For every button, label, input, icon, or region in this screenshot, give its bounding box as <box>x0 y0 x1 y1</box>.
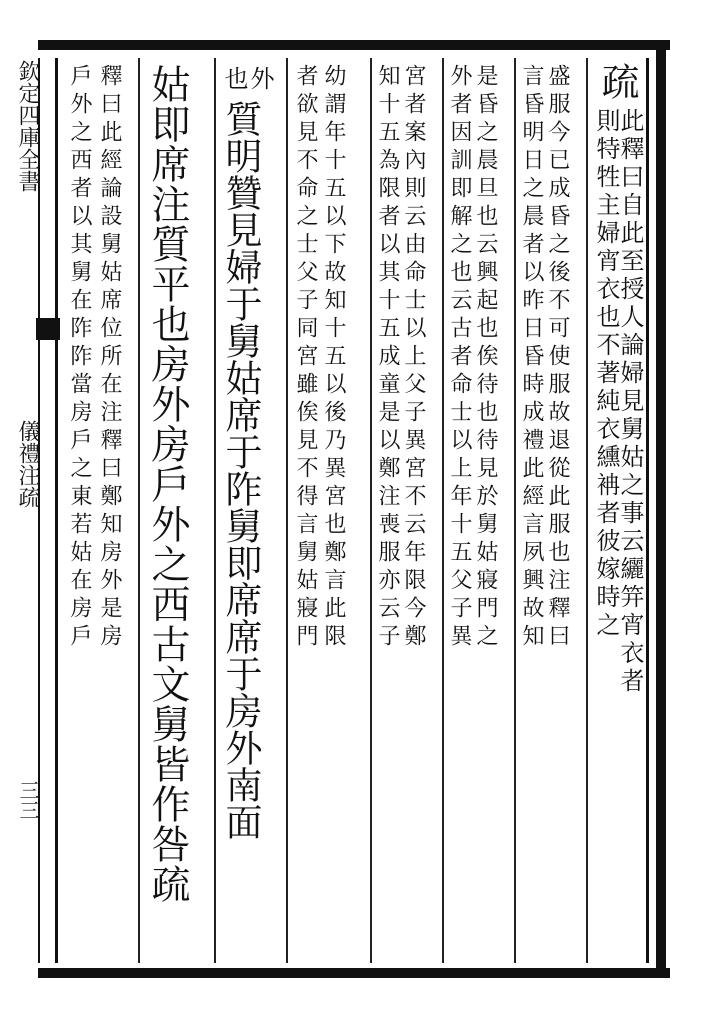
margin-book-title: 儀禮注疏 <box>15 420 40 508</box>
column-rule <box>370 58 372 963</box>
trailing-note: 外 <box>246 66 274 94</box>
fishtail-block-mark <box>36 318 60 340</box>
commentary-line: 釋曰此經論設舅姑席位所在注釋曰鄭知房外是房 <box>97 64 122 652</box>
commentary-line: 知十五為限者以其十五成童是以鄭注喪服亦云子 <box>375 64 400 652</box>
main-text-column: 質明贊見婦于舅姑席于阼舅即席席于房外南面 <box>219 100 262 840</box>
commentary-line: 戶外之西者以其舅在阼阼當房戶之東若姑在房戶 <box>67 64 92 652</box>
commentary-mark: 疏 <box>595 62 639 102</box>
commentary-line: 者欲見不命之士父子同宮雖俟見不得言舅姑寢門 <box>293 64 318 652</box>
commentary-line: 宮者案內則云由命士以上父子異宮不云年限今鄭 <box>401 64 426 652</box>
commentary-line: 是昏之晨旦也云興起也俟待也待見於舅姑寢門之 <box>473 64 498 652</box>
commentary-line: 此釋曰自此至授人論婦見舅姑之事云纚笄宵衣者 <box>616 108 644 696</box>
column-rule <box>286 58 288 963</box>
commentary-line: 盛服今已成昏之後不可使服故退從此服也注釋曰 <box>545 64 570 652</box>
frame-inner-right-rule <box>646 58 649 963</box>
commentary-line: 外者因訓即解之也云古者命士以上年十五父子異 <box>447 64 472 652</box>
frame-right-border <box>656 40 666 978</box>
margin-title: 欽定四庫全書 <box>15 60 40 192</box>
margin-outer-rule <box>38 58 40 963</box>
commentary-line: 幼謂年十五以下故知十五以後乃異宮也鄭言此限 <box>321 64 346 652</box>
frame-top-border <box>38 40 670 50</box>
column-rule <box>138 58 140 963</box>
commentary-line: 則特牲主婦宵衣也不著純衣纁袡者彼嫁時之 <box>592 108 620 640</box>
margin-rule <box>55 58 58 963</box>
column-rule <box>586 58 588 963</box>
main-text-column: 姑即席注質平也房外房戶外之西古文舅皆作咎疏 <box>145 64 190 904</box>
trailing-note: 也 <box>220 66 248 94</box>
commentary-line: 言昏明日之晨者以昨日昏時成禮此經言夙興故知 <box>519 64 544 652</box>
column-rule <box>442 58 444 963</box>
frame-bottom-border <box>38 968 670 978</box>
column-rule <box>214 58 216 963</box>
page-number: 三三 <box>16 780 40 820</box>
column-rule <box>514 58 516 963</box>
